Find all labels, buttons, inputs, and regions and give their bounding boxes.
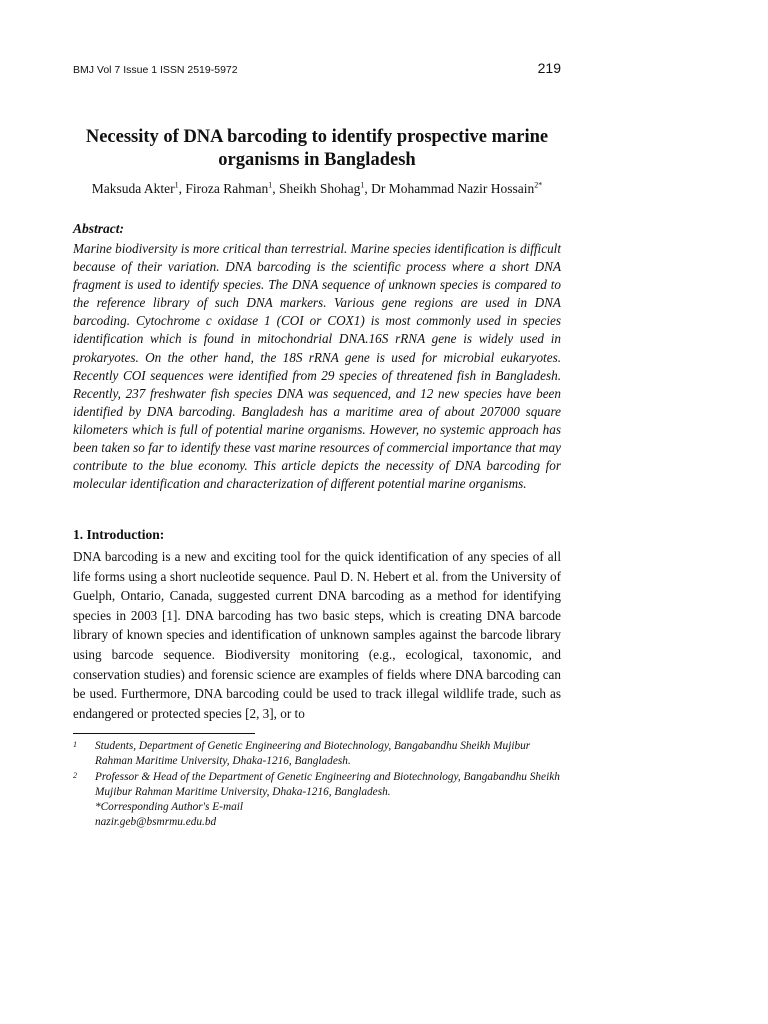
abstract-text: Marine biodiversity is more critical than terrestrial. Marine species identification is difficult because of their variation. DNA barcoding is the scientific process where a short DNA fragment is used to identify species. The DNA sequence of unknown species is compared to the reference library of such DNA markers. Various gene regions are used in DNA barcoding. Cytochrome c oxidase 1 (COI or COX1) is most commonly used in species identification which is found in mitochondrial DNA.16S rRNA gene is widely used in prokaryotes. On the other hand, the 18S rRNA gene is used for microbial eukaryotes. Recently COI sequences were identified from 29 species of threatened fish in Bangladesh. Recently, 237 freshwater fish species DNA was sequenced, and 12 new species have been identified by DNA barcoding. Bangladesh has a maritime area of about 207000 square kilometers which is full of potential marine organisms. However, no systemic approach has been taken so far to identify these vast marine resources of commercial importance that may contribute to the blue economy. This article depicts the necessity of DNA barcoding for molecular identification and characterization of different potential marine organisms. — [73, 241, 561, 492]
introduction-text: DNA barcoding is a new and exciting tool for the quick identification of any species of all life forms using a short nucleotide sequence. Paul D. N. Hebert et al. from the University of Guelph, Ontario, Canada, suggested current DNA barcoding as a method for identifying species in 2003 [1]. DNA barcoding has two basic steps, which is creating DNA barcode library of known species and identification of unknown samples against the barcode library using barcode sequence. Biodiversity monitoring (e.g., ecological, taxonomic, and conservation studies) and forensic science are examples of fields where DNA barcoding can be used. Furthermore, DNA barcoding could be used to track illegal wildlife trade, such as endangered or protected species [2, 3], or to — [73, 549, 561, 721]
affiliation-mark: 2* — [534, 180, 543, 189]
footnote-affiliation: Students, Department of Genetic Engineering and Biotechnology, Bangabandhu Sheikh Mujibur Rahman Maritime University, Dhaka-1216, Bangladesh. — [95, 740, 531, 768]
author — [185, 181, 279, 196]
article-title: Necessity of DNA barcoding to identify prospective marine organisms in Bangladesh — [85, 127, 549, 170]
footnote — [73, 770, 561, 831]
author-name: Maksuda Akter — [91, 180, 175, 196]
affiliation-mark: 1 — [268, 180, 273, 189]
author-separator: , — [178, 180, 186, 196]
footnote — [73, 739, 561, 770]
author-list — [73, 176, 561, 198]
footnote-text — [95, 770, 561, 831]
author-name: Dr Mohammad Nazir Hossain — [371, 180, 535, 196]
footnote-text — [95, 739, 561, 770]
abstract-heading: Abstract: — [73, 221, 125, 236]
footnote-divider — [73, 733, 255, 734]
author-separator: , — [364, 180, 372, 196]
corresponding-author-email: nazir.geb@bsmrmu.edu.bd — [95, 816, 217, 829]
author — [371, 181, 542, 196]
running-header — [73, 60, 561, 76]
footnotes — [73, 739, 561, 831]
author — [92, 181, 186, 196]
footnote-mark: 2 — [73, 770, 77, 780]
author-name: Firoza Rahman — [185, 180, 269, 196]
footnote-affiliation: Professor & Head of the Department of Genetic Engineering and Biotechnology, Bangabandhu Sheikh Mujibur Rahman Maritime University, Dhaka-1216, Bangladesh. — [95, 770, 560, 798]
author-name: Sheikh Shohag — [278, 180, 361, 196]
page-number: 219 — [537, 60, 561, 76]
author — [279, 181, 371, 196]
corresponding-author-label: *Corresponding Author's E-mail — [95, 801, 244, 814]
affiliation-mark: 1 — [174, 180, 179, 189]
author-separator: , — [272, 180, 279, 196]
journal-reference: BMJ Vol 7 Issue 1 ISSN 2519-5972 — [73, 64, 238, 76]
introduction-heading: 1. Introduction: — [73, 527, 165, 542]
affiliation-mark: 1 — [360, 180, 365, 189]
footnote-mark: 1 — [73, 740, 77, 749]
